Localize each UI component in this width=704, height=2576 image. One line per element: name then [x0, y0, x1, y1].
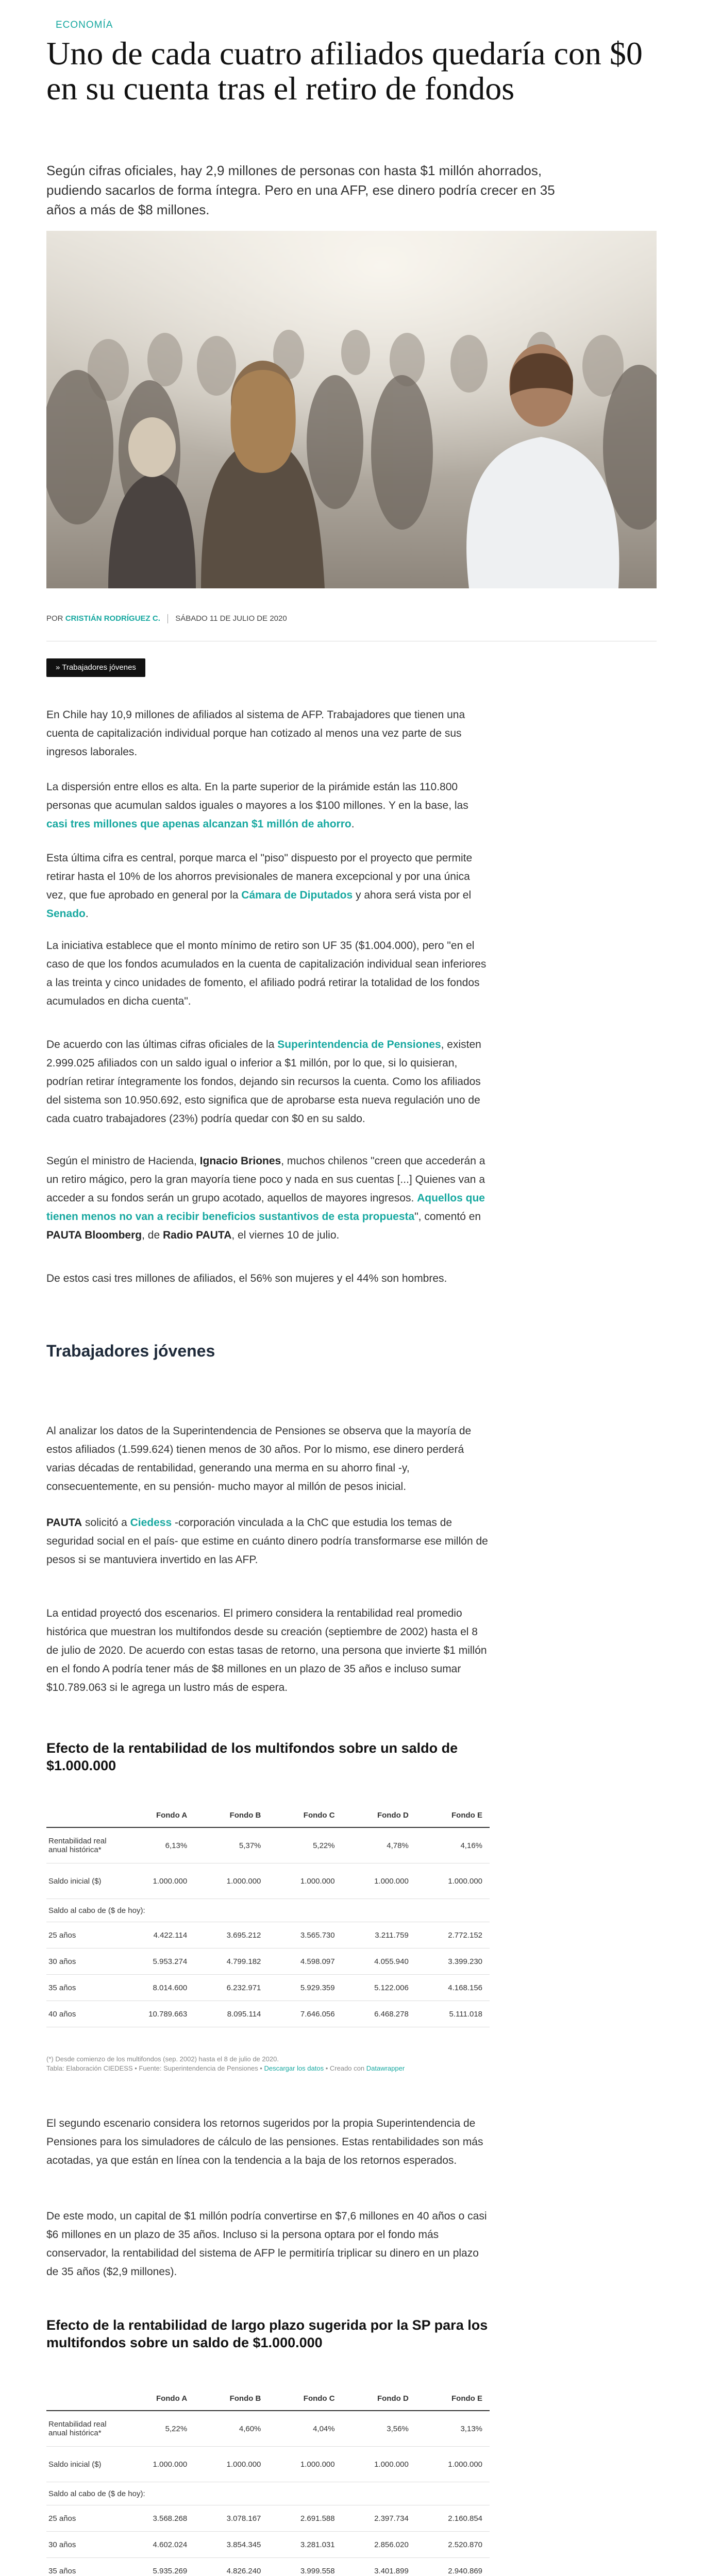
table-cell: 5.953.274	[153, 1957, 188, 1966]
table-cell: 2.772.152	[448, 1930, 483, 1940]
table-cell: 3.281.031	[300, 2540, 335, 2549]
row-label: 35 años	[48, 2566, 76, 2575]
table-1-footer	[46, 2055, 490, 2073]
table-row	[46, 2558, 490, 2576]
row-label: 40 años	[48, 2009, 76, 2019]
section-label-text: Saldo al cabo de ($ de hoy):	[48, 2489, 145, 2498]
article-title: Uno de cada cuatro afiliados quedaría con $0 en su cuenta tras el retiro de fondos	[46, 35, 643, 107]
paragraph-7: De estos casi tres millones de afiliados, el 56% son mujeres y el 44% son hombres.	[46, 1273, 447, 1284]
row-label: 35 años	[48, 1983, 76, 1992]
table-cell: 4.168.156	[448, 1983, 483, 1992]
table-cell: 3.695.212	[226, 1930, 261, 1940]
column-header: Fondo A	[156, 1810, 188, 1820]
paragraph-9	[46, 1514, 490, 1569]
article-lead: Según cifras oficiales, hay 2,9 millones de personas con hasta $1 millón ahorrados, pudiendo sacarlos de forma íntegra. Pero en una AFP, ese dinero podría crecer en 35 años a más de $8 millones.	[46, 163, 555, 217]
column-header: Fondo E	[451, 2394, 483, 2403]
text-run: , de	[142, 1229, 163, 1241]
section-label-text: Saldo al cabo de ($ de hoy):	[48, 1906, 145, 1915]
table-cell: 1.000.000	[226, 1876, 261, 1886]
table-cell: 1.000.000	[300, 2460, 335, 2469]
table-cell: 3,13%	[460, 2424, 483, 2433]
table-row	[46, 2001, 490, 2027]
credit-prefix: • Creado con	[325, 2064, 365, 2072]
paragraph-2	[46, 778, 490, 834]
table-cell: 10.789.663	[148, 2009, 188, 2019]
table-1-title: Efecto de la rentabilidad de los multifondos sobre un saldo de $1.000.000	[46, 1740, 458, 1773]
table-cell: 1.000.000	[448, 1876, 483, 1886]
row-label: 30 años	[48, 2540, 76, 2549]
table-row	[46, 2411, 490, 2447]
byline-prefix: POR	[46, 614, 63, 623]
table-cell: 4,60%	[239, 2424, 261, 2433]
text-run: y ahora será vista por el	[353, 889, 472, 901]
column-header: Fondo C	[303, 2394, 335, 2403]
table-section-label	[46, 2482, 490, 2505]
table-cell: 6,13%	[165, 1841, 188, 1850]
table-1	[46, 1803, 490, 2027]
table-row	[46, 1863, 490, 1899]
datawrapper-link[interactable]: Datawrapper	[366, 2064, 405, 2072]
table-2-title: Efecto de la rentabilidad de largo plazo sugerida por la SP para los multifondos sobre un saldo de $1.000.000	[46, 2317, 488, 2350]
table-cell: 3.854.345	[226, 2540, 261, 2549]
table-cell: 1.000.000	[226, 2460, 261, 2469]
table-row	[46, 2532, 490, 2558]
table-cell: 2.940.869	[448, 2566, 483, 2575]
table-cell: 1.000.000	[153, 2460, 188, 2469]
table-cell: 8.014.600	[153, 1983, 188, 1992]
table-row	[46, 1922, 490, 1948]
row-label: Saldo inicial ($)	[48, 1876, 102, 1886]
table-1-credits	[46, 2064, 490, 2073]
column-header: Fondo B	[229, 2394, 261, 2403]
text-run: , muchos chilenos "creen que accederán a un retiro mágico, pero la gran mayoría tiene poco y nada en sus cuentas [...] Quienes van a acceder a su fondos serán un grupo acotado, aquellos de mayores ingresos.	[46, 1155, 485, 1204]
table-1-source: Tabla: Elaboración CIEDESS • Fuente: Superintendencia de Pensiones •	[46, 2064, 262, 2072]
table-cell: 3.399.230	[448, 1957, 483, 1966]
table-cell: 2.160.854	[448, 2514, 483, 2523]
table-cell: 5.935.269	[153, 2566, 188, 2575]
crowd-photo	[46, 231, 657, 588]
table-cell: 3.078.167	[226, 2514, 261, 2523]
row-label: Rentabilidad real anual histórica*	[48, 2420, 107, 2437]
text-run: Según el ministro de Hacienda,	[46, 1155, 200, 1167]
table-cell: 5,37%	[239, 1841, 261, 1850]
text-run: ", comentó en	[414, 1211, 481, 1223]
column-header: Fondo C	[303, 1810, 335, 1820]
superintendencia-link[interactable]: Superintendencia de Pensiones	[277, 1039, 441, 1050]
text-run: .	[351, 818, 355, 830]
text-run-bold: Radio PAUTA	[162, 1229, 232, 1241]
text-run: De acuerdo con las últimas cifras oficiales de la	[46, 1039, 278, 1050]
text-run-bold: PAUTA	[46, 1517, 82, 1529]
row-label: 25 años	[48, 2514, 76, 2523]
paragraph-12: De este modo, un capital de $1 millón podría convertirse en $7,6 millones en 40 años o casi $6 millones en un plazo de 35 años. Incluso si la persona optara por el fondo más conservador, la rentabilidad del sistema de AFP le permitiría triplicar su dinero en un plazo de 35 años ($2,9 millones).	[46, 2210, 487, 2278]
table-cell: 2.856.020	[374, 2540, 409, 2549]
quote-link[interactable]: Aquellos que tienen menos no van a recibir beneficios sustantivos de esta propuesta	[46, 1192, 485, 1223]
table-cell: 1.000.000	[153, 1876, 188, 1886]
table-2	[46, 2386, 490, 2576]
table-cell: 2.691.588	[300, 2514, 335, 2523]
table-cell: 3.568.268	[153, 2514, 188, 2523]
table-cell: 5.929.359	[300, 1983, 335, 1992]
paragraph-6	[46, 1152, 490, 1245]
table-header	[46, 1803, 490, 1828]
author-link[interactable]: CRISTIÁN RODRÍGUEZ C.	[65, 614, 160, 623]
table-cell: 6.232.971	[226, 1983, 261, 1992]
table-cell: 4.422.114	[153, 1930, 188, 1940]
column-header: Fondo D	[377, 2394, 409, 2403]
text-run: Esta última cifra es central, porque marca el "piso" dispuesto por el proyecto que permite retirar hasta el 10% de los ahorros previsionales de manera excepcional y por una única vez, que fue aprobado en general por la	[46, 852, 473, 901]
column-header: Fondo B	[229, 1810, 261, 1820]
table-section-label	[46, 1899, 490, 1922]
camara-link[interactable]: Cámara de Diputados	[241, 889, 353, 901]
inline-link[interactable]: casi tres millones que apenas alcanzan $1 millón de ahorro	[46, 818, 351, 830]
paragraph-1: En Chile hay 10,9 millones de afiliados al sistema de AFP. Trabajadores que tienen una cuenta de capitalización individual porque han cotizado al menos una vez parte de sus ingresos laborales.	[46, 709, 465, 758]
table-cell: 5,22%	[165, 2424, 188, 2433]
table-row	[46, 1828, 490, 1863]
publish-date: SÁBADO 11 DE JULIO DE 2020	[175, 614, 287, 623]
paragraph-8: Al analizar los datos de la Superintendencia de Pensiones se observa que la mayoría de estos afiliados (1.599.624) tienen menos de 30 años. Por lo mismo, ese dinero perderá varias décadas de rentabilidad, generando una merma en su ahorro final -y, consecuentemente, en su pensión- mucho mayor al millón de pesos inicial.	[46, 1425, 472, 1493]
column-header: Fondo A	[156, 2394, 188, 2403]
table-cell: 1.000.000	[300, 1876, 335, 1886]
table-cell: 7.646.056	[300, 2009, 335, 2019]
text-run-bold: PAUTA Bloomberg	[46, 1229, 142, 1241]
byline-divider	[167, 614, 168, 623]
text-run: solicitó a	[82, 1517, 130, 1529]
table-cell: 5.111.018	[449, 2009, 483, 2019]
column-header: Fondo D	[377, 1810, 409, 1820]
table-cell: 3.401.899	[374, 2566, 409, 2575]
table-cell: 4,16%	[460, 1841, 483, 1850]
paragraph-4: La iniciativa establece que el monto mínimo de retiro son UF 35 ($1.004.000), pero "en el caso de que los fondos acumulados en la cuenta de capitalización individual sean inferiores a las treinta y cinco unidades de fomento, el afiliado podrá retirar la totalidad de los fondos acumulados en dicha cuenta".	[46, 940, 487, 1007]
hero-image	[46, 231, 657, 588]
ciedess-link[interactable]: Ciedess	[130, 1517, 172, 1529]
paragraph-3	[46, 849, 490, 923]
row-label: Rentabilidad real anual histórica*	[48, 1837, 107, 1854]
senado-link[interactable]: Senado	[46, 908, 86, 920]
table-cell: 4.799.182	[226, 1957, 261, 1966]
table-cell: 8.095.114	[227, 2009, 261, 2019]
text-run: .	[85, 908, 89, 920]
table-cell: 3,56%	[387, 2424, 409, 2433]
table-cell: 4.602.024	[153, 2540, 188, 2549]
section-subhead: Trabajadores jóvenes	[46, 1342, 215, 1360]
text-run: , existen 2.999.025 afiliados con un saldo igual o inferior a $1 millón, por lo que, si lo quisieran, podrían retirar íntegramente los fondos, dejando sin recursos la cuenta. Como los afiliados del sistema son 10.950.692, esto significa que de aprobarse esta nueva regulación uno de cada cuatro trabajadores (23%) podría quedar con $0 en su saldo.	[46, 1039, 481, 1125]
table-row	[46, 1975, 490, 2001]
table-header	[46, 2386, 490, 2411]
table-cell: 4.598.097	[300, 1957, 335, 1966]
table-cell: 4.826.240	[226, 2566, 261, 2575]
table-cell: 3.211.759	[375, 1930, 409, 1940]
text-run: La dispersión entre ellos es alta. En la parte superior de la pirámide están las 110.800 personas que acumulan saldos iguales o mayores a los $100 millones. Y en la base, las	[46, 781, 468, 811]
download-data-link[interactable]: Descargar los datos	[264, 2064, 324, 2072]
table-cell: 2.520.870	[448, 2540, 483, 2549]
table-cell: 4.055.940	[374, 1957, 409, 1966]
table-cell: 5.122.006	[374, 1983, 409, 1992]
paragraph-5	[46, 1036, 490, 1128]
text-run: -corporación vinculada a la ChC que estudia los temas de seguridad social en el país- que estime en cuánto dinero podría transformarse ese millón de pesos si se mantuviera invertido en las AFP.	[46, 1517, 488, 1566]
text-run-bold: Ignacio Briones	[199, 1155, 281, 1167]
table-row	[46, 1948, 490, 1975]
column-header: Fondo E	[451, 1810, 483, 1820]
tag-button[interactable]: » Trabajadores jóvenes	[46, 658, 145, 677]
table-cell: 4,78%	[387, 1841, 409, 1850]
table-cell: 3.999.558	[300, 2566, 335, 2575]
text-run: , el viernes 10 de julio.	[231, 1229, 340, 1241]
paragraph-10: La entidad proyectó dos escenarios. El primero considera la rentabilidad real promedio histórica que muestran los multifondos desde su creación (septiembre de 2002) hasta el 8 de julio de 2020. De acuerdo con estas tasas de retorno, una persona que invierte $1 millón en el fondo A podría tener más de $8 millones en un plazo de 35 años e incluso sumar $10.789.063 si le agrega un lustro más de espera.	[46, 1607, 487, 1693]
table-cell: 5,22%	[313, 1841, 335, 1850]
byline	[46, 614, 287, 623]
table-row	[46, 2447, 490, 2482]
paragraph-11: El segundo escenario considera los retornos sugeridos por la propia Superintendencia de Pensiones para los simuladores de cálculo de las pensiones. Estas rentabilidades son más acotadas, ya que están en línea con la tendencia a la baja de los retornos esperados.	[46, 2117, 483, 2166]
table-cell: 1.000.000	[374, 1876, 409, 1886]
table-1-footnote: (*) Desde comienzo de los multifondos (sep. 2002) hasta el 8 de julio de 2020.	[46, 2055, 279, 2063]
table-row	[46, 2505, 490, 2532]
table-cell: 4,04%	[313, 2424, 335, 2433]
table-cell: 1.000.000	[374, 2460, 409, 2469]
table-cell: 3.565.730	[300, 1930, 335, 1940]
table-cell: 1.000.000	[448, 2460, 483, 2469]
section-label[interactable]: ECONOMÍA	[56, 20, 113, 30]
row-label: 25 años	[48, 1930, 76, 1940]
table-cell: 2.397.734	[374, 2514, 409, 2523]
row-label: 30 años	[48, 1957, 76, 1966]
row-label: Saldo inicial ($)	[48, 2460, 102, 2469]
table-cell: 6.468.278	[374, 2009, 409, 2019]
